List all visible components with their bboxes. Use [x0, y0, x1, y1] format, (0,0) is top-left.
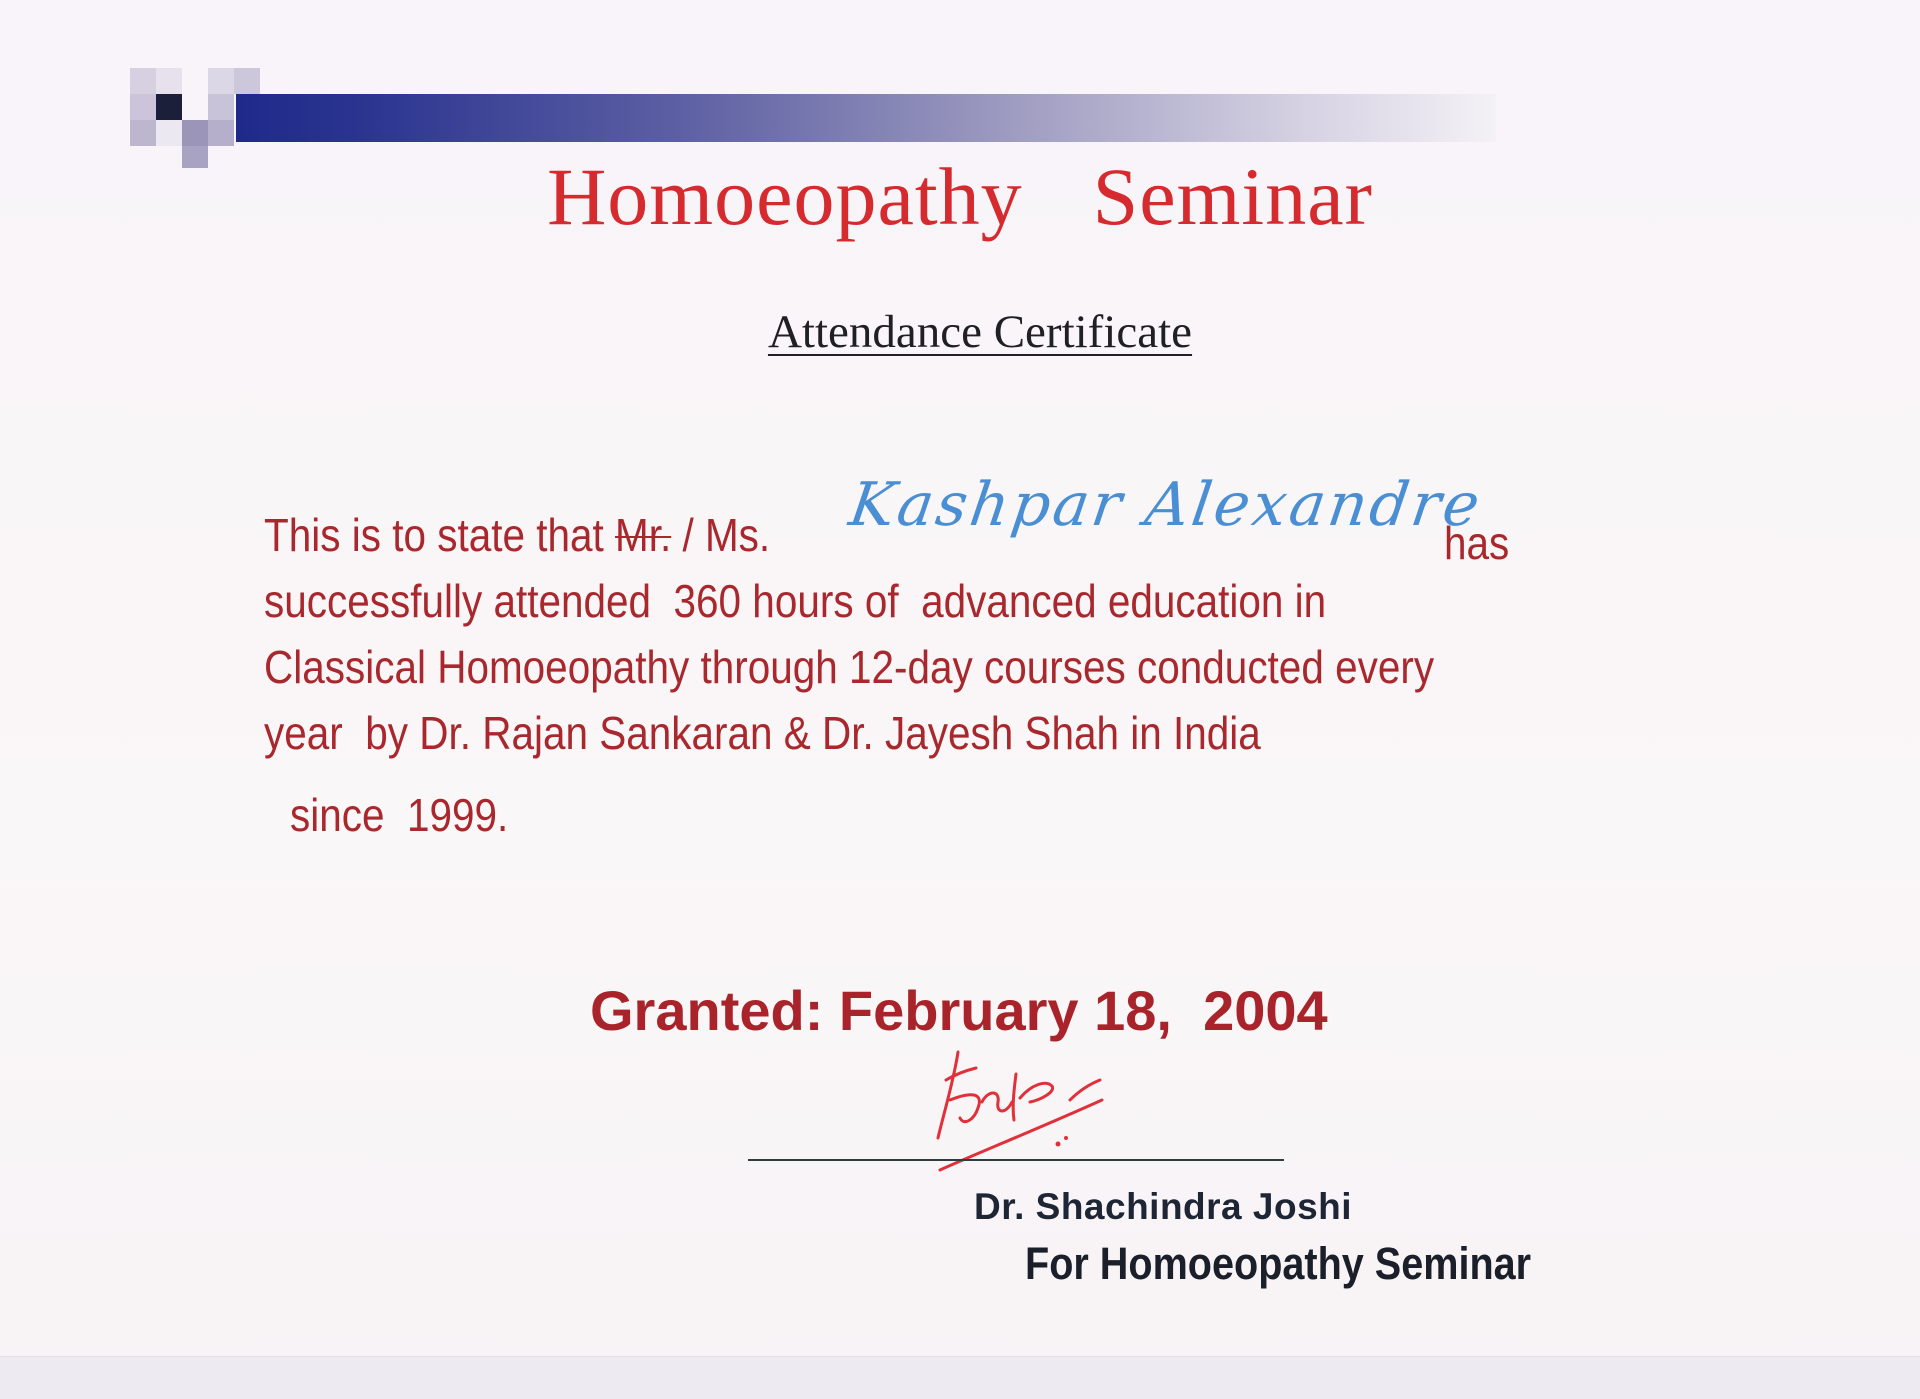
- title-word-1: Homoeopathy: [547, 151, 1023, 242]
- title-word-2: Seminar: [1092, 151, 1373, 242]
- certificate-statement: [264, 502, 1478, 766]
- statement-line-3: Classical Homoeopathy through 12-day courses conducted every: [264, 641, 1435, 693]
- statement-has: has: [1444, 517, 1510, 569]
- subtitle-text: Attendance Certificate: [767, 306, 1193, 358]
- signer-organization: For Homoeopathy Seminar: [1025, 1238, 1532, 1289]
- signature-line: [748, 1159, 1284, 1161]
- recipient-name: Kashpar Alexandre: [845, 470, 1487, 540]
- statement-intro: This is to state that: [264, 509, 615, 561]
- certificate-subtitle: [0, 305, 1920, 359]
- salutation: / Ms.: [671, 509, 771, 561]
- header-gradient-bar: [236, 94, 1496, 142]
- statement-line-5: since 1999.: [290, 789, 509, 841]
- struck-salutation: Mr.: [614, 509, 672, 561]
- paper-edge: [0, 1356, 1920, 1399]
- granted-date: Granted: February 18, 2004: [590, 979, 1328, 1042]
- certificate-title: [0, 150, 1920, 244]
- signer-name: Dr. Shachindra Joshi: [974, 1186, 1353, 1227]
- statement-line-4: year by Dr. Rajan Sankaran & Dr. Jayesh Shah in India: [264, 707, 1261, 759]
- statement-line-2: successfully attended 360 hours of advanced education in: [264, 575, 1327, 627]
